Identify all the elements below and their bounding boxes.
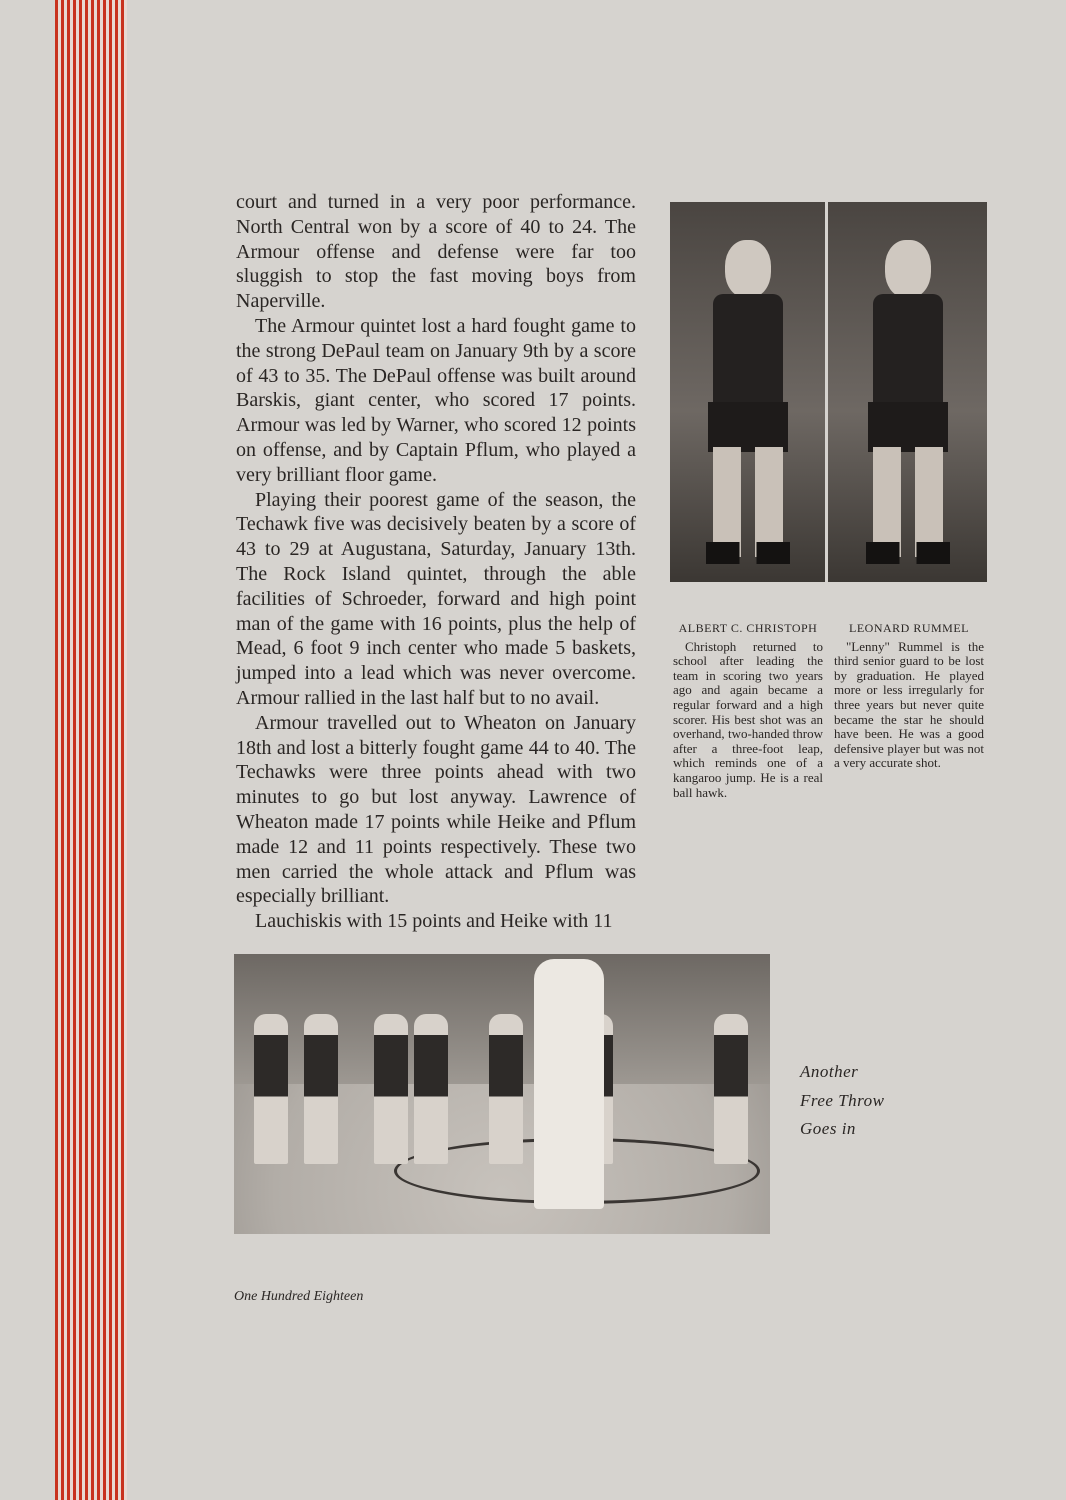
player-shorts bbox=[868, 402, 948, 452]
article-paragraph: court and turned in a very poor performance. North Central won by a score of 40 to 24. The Armour offense and defense were far too sluggish to stop the fast moving boys from Naperville. bbox=[236, 191, 636, 313]
portrait-name: LEONARD RUMMEL bbox=[849, 621, 969, 635]
player-head bbox=[885, 240, 931, 298]
decorative-stripe-border bbox=[55, 0, 127, 1500]
photo-caption-line: Free Throw bbox=[800, 1090, 885, 1110]
portrait-name: ALBERT C. CHRISTOPH bbox=[678, 621, 818, 635]
player-shorts bbox=[708, 402, 788, 452]
article-paragraph: Armour travelled out to Wheaton on January 18th and lost a bitterly fought game 44 to 40. The Techawks were three points ahead with two minutes to go but lost anyway. Lawrence of Wheaton made 17 points while Heike and Pflum made 12 and 11 points respectively. These two men carried the whole attack and Pflum was especially brilliant. bbox=[236, 711, 636, 908]
page-number: One Hundred Eighteen bbox=[234, 1289, 364, 1304]
coach-figure bbox=[534, 959, 604, 1209]
player-legs bbox=[713, 447, 783, 557]
photo-caption-line: Goes in bbox=[800, 1119, 856, 1138]
photo-caption bbox=[800, 1058, 885, 1144]
portrait-bio: "Lenny" Rummel is the third senior guard to be lost by graduation. He played more or less irregularly for three years but never quite became the star he should have been. He was a good defensive player but was not a very accurate shot. bbox=[834, 638, 984, 771]
player-jersey bbox=[713, 294, 783, 414]
player-figure bbox=[254, 1014, 288, 1164]
player-shoes bbox=[866, 542, 950, 564]
portrait-photo-rummel bbox=[828, 202, 987, 582]
article-paragraph: Playing their poorest game of the season, the Techawk five was decisively beaten by a score of 43 to 29 at Augustana, Saturday, January 13th. The Rock Island quintet, through the able facilities of Schroeder, forward and high point man of the game with 16 points, plus the help of Mead, 6 foot 9 inch center who made 5 baskets, jumped into a lead which was never overcome. Armour rallied in the last half but to no avail. bbox=[236, 488, 636, 709]
player-figure bbox=[414, 1014, 448, 1164]
portrait-photo-christoph bbox=[670, 202, 825, 582]
portrait-bio: Christoph returned to school after leading the team in scoring two years ago and again became a regular forward and a high scorer. His best shot was an overhand, two-handed throw after a three-foot leap, which reminds one of a kangaroo jump. He is a real ball hawk. bbox=[673, 638, 823, 800]
player-figure bbox=[714, 1014, 748, 1164]
player-jersey bbox=[873, 294, 943, 414]
player-figure bbox=[374, 1014, 408, 1164]
player-figure bbox=[304, 1014, 338, 1164]
player-figure bbox=[489, 1014, 523, 1164]
portrait-caption-rummel bbox=[834, 621, 984, 771]
photo-caption-line: Another bbox=[800, 1062, 859, 1081]
player-head bbox=[725, 240, 771, 298]
article-paragraph: The Armour quintet lost a hard fought game to the strong DePaul team on January 9th by a score of 43 to 35. The DePaul offense was built around Barskis, giant center, who scored 17 points. Armour was led by Warner, who scored 12 points on offense, and by Captain Pflum, who played a very brilliant floor game. bbox=[236, 314, 636, 486]
portrait-caption-christoph bbox=[673, 621, 823, 800]
free-throw-photo bbox=[234, 954, 770, 1234]
player-legs bbox=[873, 447, 943, 557]
article-paragraph: Lauchiskis with 15 points and Heike with 11 bbox=[255, 910, 613, 933]
article-body bbox=[236, 190, 636, 934]
player-shoes bbox=[706, 542, 790, 564]
